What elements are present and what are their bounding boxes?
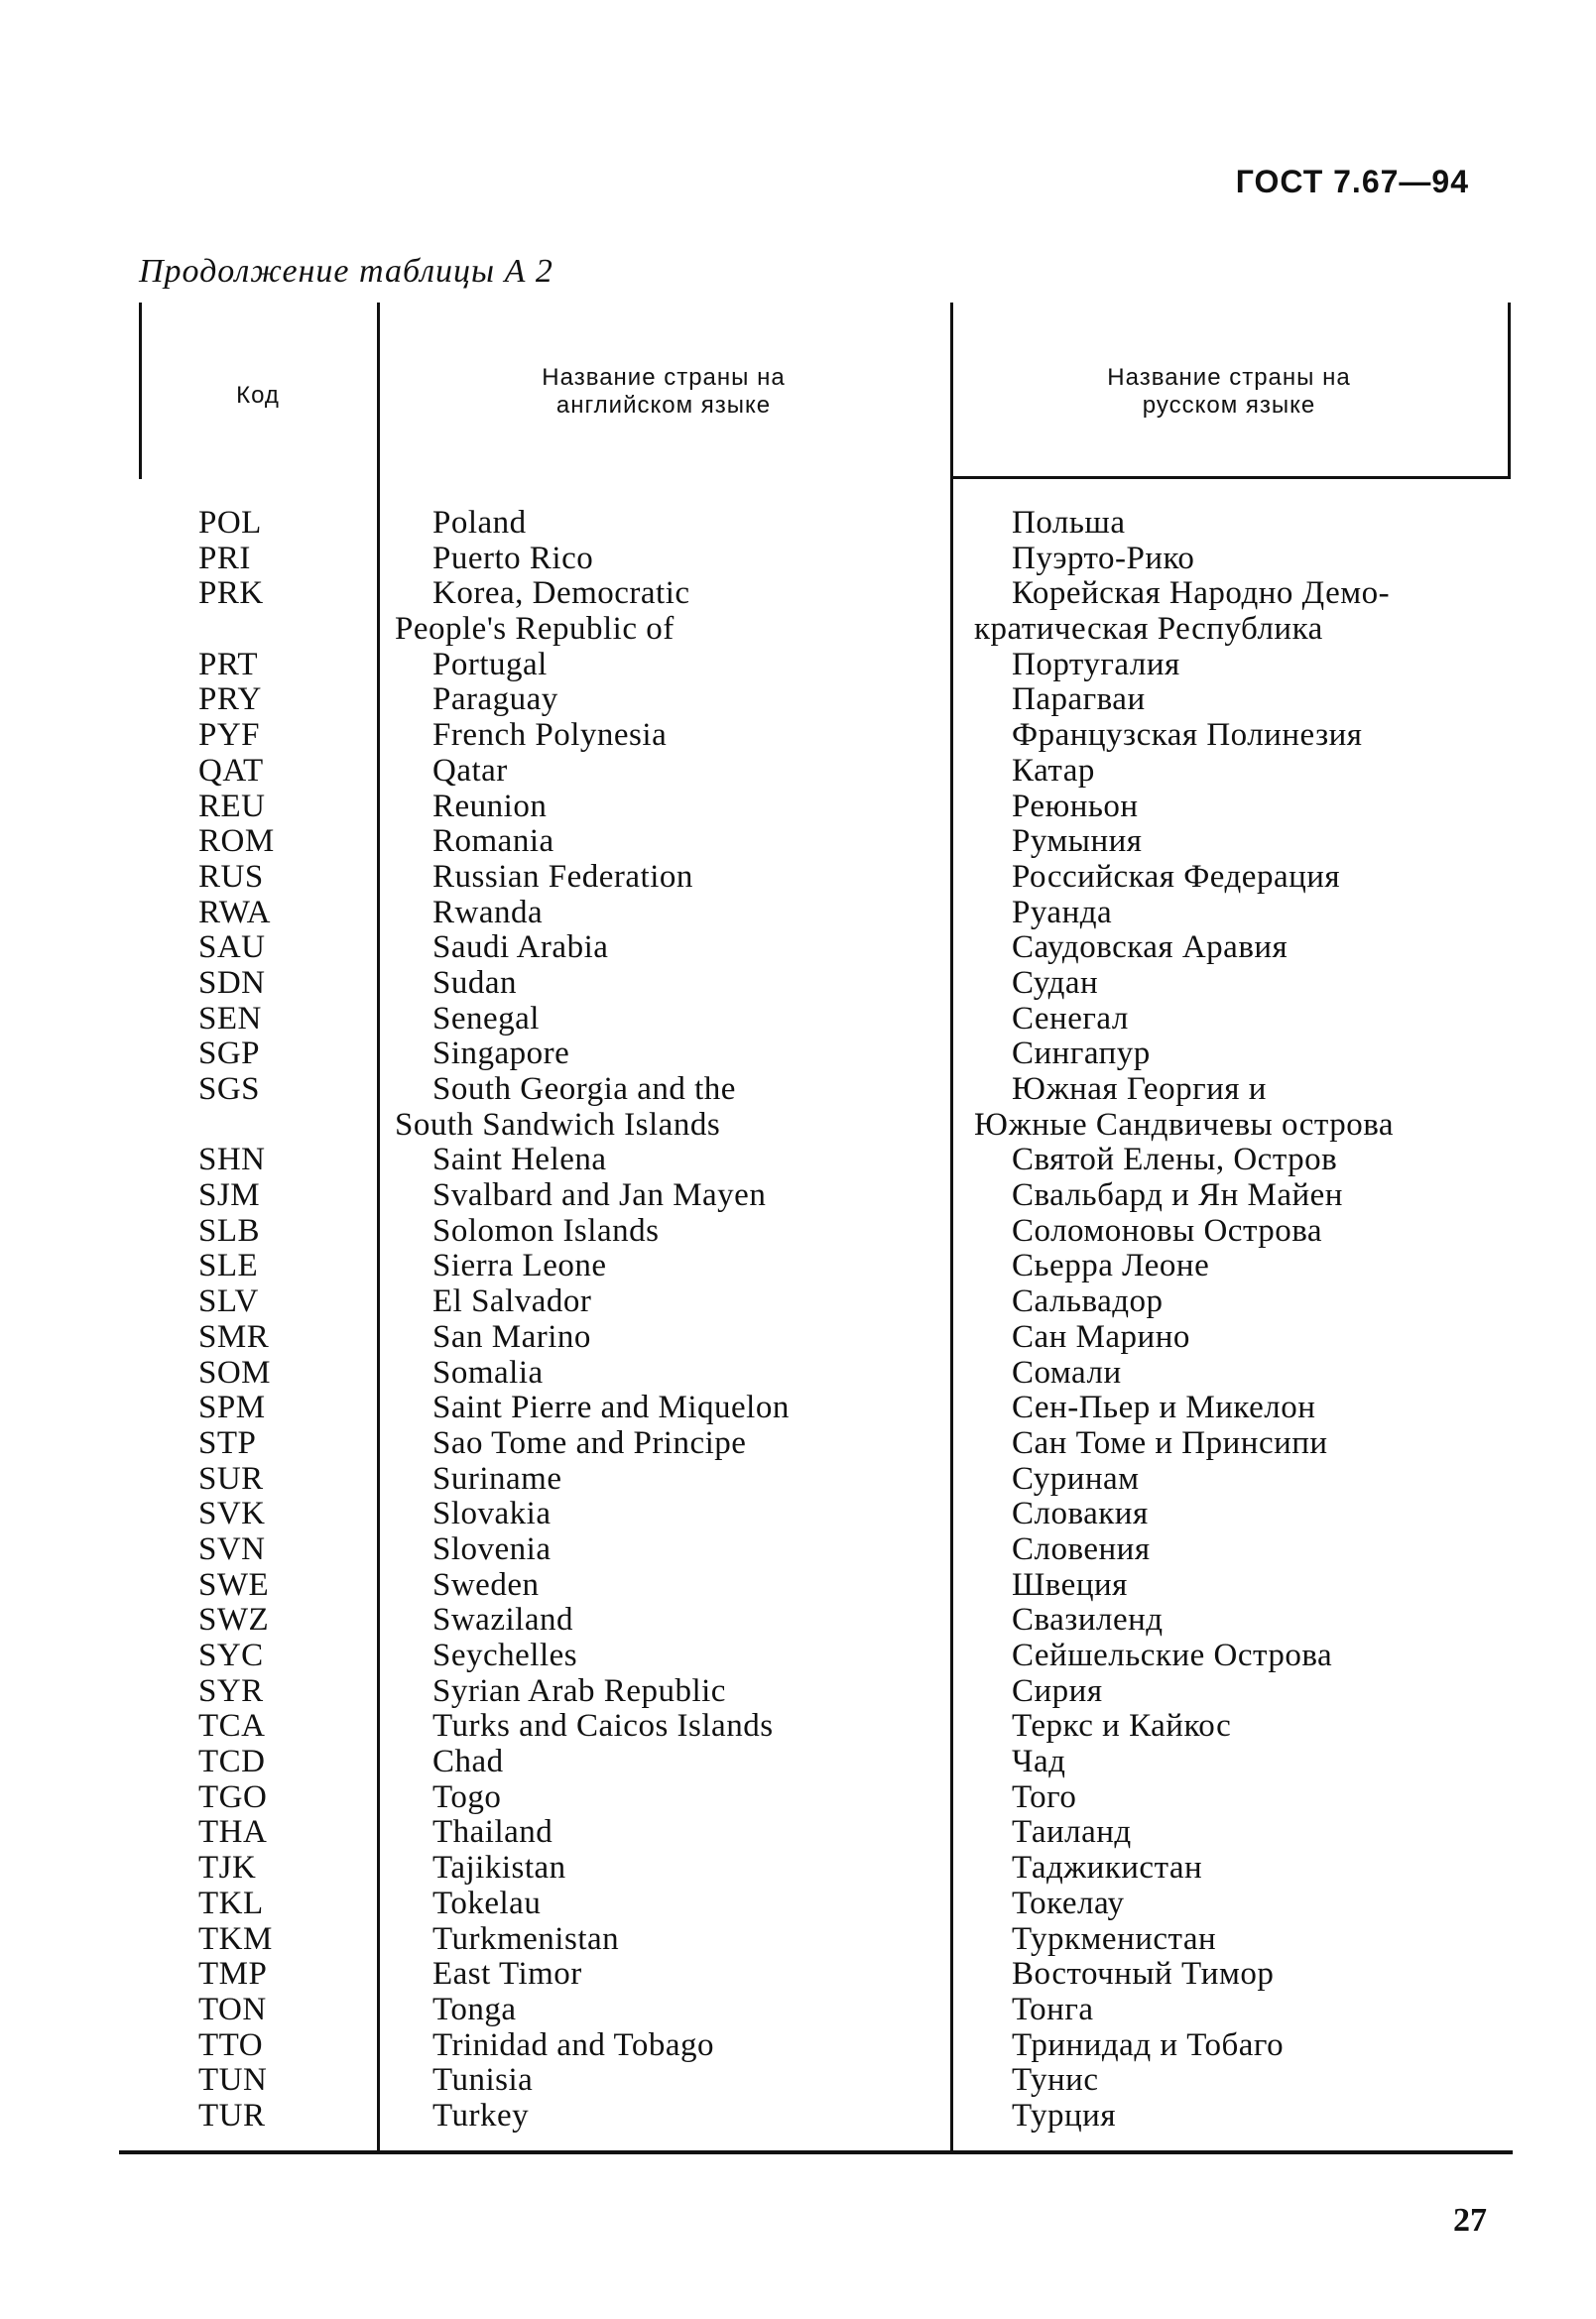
country-name-russian	[1012, 1426, 1528, 1462]
country-code: POL	[198, 505, 262, 541]
country-code: TUR	[198, 2097, 266, 2134]
russian-name-line1: Южная Георгия и	[1012, 1071, 1267, 1108]
russian-name-line1: Корейская Народно Демо-	[1012, 575, 1391, 612]
english-name-line1: Sudan	[432, 964, 517, 1001]
country-name-english	[432, 1851, 958, 1887]
table-row	[139, 1922, 1508, 1958]
country-name-english	[432, 754, 958, 790]
table-row	[139, 1462, 1508, 1498]
table-row	[139, 1143, 1508, 1178]
country-name-english	[432, 1532, 958, 1568]
country-code: SGP	[198, 1036, 261, 1072]
russian-name-line2: кратическая Республика	[974, 611, 1323, 648]
russian-name-line1: Сомали	[1012, 1354, 1122, 1391]
table-row	[139, 1037, 1508, 1072]
country-name-russian	[1012, 896, 1528, 931]
country-code: SYC	[198, 1638, 264, 1674]
english-name-line1: Qatar	[432, 752, 508, 789]
country-code: TCD	[198, 1744, 266, 1780]
english-name-line1: Poland	[432, 505, 527, 541]
country-name-russian	[1012, 648, 1528, 683]
table-row	[139, 1497, 1508, 1532]
russian-name-line1: Португалия	[1012, 646, 1180, 682]
russian-name-line1: Реюньон	[1012, 788, 1139, 824]
country-name-english	[432, 1356, 958, 1392]
country-name-russian	[1012, 1568, 1528, 1604]
table-row	[139, 896, 1508, 931]
russian-name-line1: Токелау	[1012, 1885, 1125, 1921]
column-header-code	[139, 382, 377, 410]
country-name-russian	[1012, 2028, 1528, 2064]
english-name-line1: Russian Federation	[432, 858, 693, 895]
english-name-line1: Korea, Democratic	[432, 575, 690, 612]
country-name-russian	[1012, 1709, 1528, 1745]
english-name-line1: East Timor	[432, 1956, 582, 1993]
english-name-line1: Thailand	[432, 1814, 553, 1851]
country-code: ROM	[198, 823, 275, 860]
russian-name-line1: Саудовская Аравия	[1012, 929, 1289, 966]
country-code: PYF	[198, 717, 261, 754]
english-name-line1: Somalia	[432, 1354, 544, 1391]
table-row	[139, 542, 1508, 577]
russian-name-line1: Сейшельские Острова	[1012, 1638, 1333, 1674]
table-body	[139, 506, 1508, 2135]
russian-name-line1: Того	[1012, 1778, 1077, 1815]
country-name-russian	[1012, 1462, 1528, 1498]
country-name-russian	[974, 575, 1528, 648]
english-name-line1: Saint Pierre and Miquelon	[432, 1390, 790, 1426]
english-name-line1: El Salvador	[432, 1283, 592, 1320]
country-name-english	[432, 1639, 958, 1674]
english-name-line1: Swaziland	[432, 1602, 573, 1639]
country-name-russian	[1012, 718, 1528, 754]
country-name-english	[432, 896, 958, 931]
country-name-russian	[1012, 860, 1528, 896]
country-code: PRT	[198, 646, 259, 682]
table-row	[139, 1249, 1508, 1284]
country-name-english	[432, 648, 958, 683]
country-name-russian	[1012, 1922, 1528, 1958]
country-name-russian	[1012, 1993, 1528, 2028]
english-name-line1: Rwanda	[432, 894, 544, 930]
table-row	[139, 1284, 1508, 1320]
country-name-english	[432, 1887, 958, 1922]
country-name-russian	[1012, 1603, 1528, 1639]
country-name-russian	[1012, 1249, 1528, 1284]
russian-name-line1: Теркс и Кайкос	[1012, 1708, 1232, 1745]
english-name-line1: Sierra Leone	[432, 1248, 607, 1284]
country-code: PRI	[198, 540, 251, 576]
english-name-line1: Tunisia	[432, 2062, 534, 2099]
table-row	[139, 966, 1508, 1002]
english-name-line1: Turks and Caicos Islands	[432, 1708, 774, 1745]
country-name-english	[432, 1603, 958, 1639]
english-name-line1: Turkmenistan	[432, 1920, 620, 1957]
russian-name-line1: Свазиленд	[1012, 1602, 1164, 1639]
table-row	[139, 2099, 1508, 2135]
country-code: SPM	[198, 1390, 266, 1426]
english-name-line1: South Georgia and the	[432, 1071, 736, 1108]
country-name-russian	[1012, 1745, 1528, 1780]
country-name-russian	[1012, 1002, 1528, 1037]
country-name-russian	[1012, 1037, 1528, 1072]
country-code: SVK	[198, 1496, 266, 1532]
english-name-line1: Senegal	[432, 1000, 540, 1037]
country-name-english	[432, 1037, 958, 1072]
table-row	[139, 2063, 1508, 2099]
country-code: STP	[198, 1424, 257, 1461]
table-row	[139, 718, 1508, 754]
russian-name-line1: Свальбард и Ян Майен	[1012, 1177, 1343, 1214]
country-name-russian	[974, 1071, 1528, 1143]
table-border-right	[1508, 303, 1511, 479]
country-code: SUR	[198, 1460, 264, 1497]
document-id: ГОСТ 7.67—94	[1235, 164, 1469, 199]
english-name-line1: Seychelles	[432, 1638, 578, 1674]
russian-name-line1: Туркменистан	[1012, 1920, 1217, 1957]
english-name-line1: Syrian Arab Republic	[432, 1672, 726, 1709]
russian-name-line1: Парагваи	[1012, 681, 1146, 718]
country-name-russian	[1012, 542, 1528, 577]
column-header-english-line2: английском языке	[555, 392, 772, 419]
russian-name-line1: Таджикистан	[1012, 1850, 1203, 1887]
country-name-english	[432, 2063, 958, 2099]
table-row	[139, 576, 1508, 647]
table-row	[139, 1178, 1508, 1214]
russian-name-line1: Судан	[1012, 964, 1099, 1001]
russian-name-line1: Суринам	[1012, 1460, 1140, 1497]
table-row	[139, 1002, 1508, 1037]
english-name-line1: Tokelau	[432, 1885, 542, 1921]
english-name-line1: French Polynesia	[432, 717, 668, 754]
english-name-line1: Singapore	[432, 1036, 570, 1072]
country-name-english	[432, 1674, 958, 1710]
country-name-russian	[1012, 1639, 1528, 1674]
english-name-line1: Sweden	[432, 1566, 540, 1603]
table-row	[139, 648, 1508, 683]
country-name-english	[395, 575, 958, 648]
country-code: TGO	[198, 1778, 268, 1815]
country-name-english	[432, 1284, 958, 1320]
english-name-line1: Togo	[432, 1778, 502, 1815]
country-code: SOM	[198, 1354, 272, 1391]
column-header-english-line1: Название страны на	[542, 364, 786, 391]
country-name-english	[432, 1320, 958, 1356]
country-code: QAT	[198, 752, 264, 789]
country-code: SEN	[198, 1000, 262, 1037]
russian-name-line1: Турция	[1012, 2097, 1117, 2134]
country-code: RWA	[198, 894, 272, 930]
country-code: TKM	[198, 1920, 273, 1957]
table-row	[139, 1887, 1508, 1922]
russian-name-line1: Таиланд	[1012, 1814, 1132, 1851]
table-row	[139, 1780, 1508, 1816]
page-number: 27	[1453, 2202, 1487, 2239]
russian-name-line1: Сан Томе и Принсипи	[1012, 1424, 1328, 1461]
country-name-english	[432, 1497, 958, 1532]
table-row	[139, 1815, 1508, 1851]
country-code: TTO	[198, 2026, 264, 2063]
russian-name-line1: Словения	[1012, 1530, 1151, 1567]
russian-name-line1: Французская Полинезия	[1012, 717, 1363, 754]
russian-name-line1: Соломоновы Острова	[1012, 1212, 1323, 1249]
russian-name-line1: Швеция	[1012, 1566, 1128, 1603]
country-name-russian	[1012, 1532, 1528, 1568]
table-bottom-rule	[119, 2150, 1513, 2154]
country-name-russian	[1012, 1320, 1528, 1356]
russian-name-line1: Российская Федерация	[1012, 858, 1341, 895]
english-name-line1: Portugal	[432, 646, 548, 682]
country-code: SJM	[198, 1177, 261, 1214]
english-name-line1: Slovakia	[432, 1496, 552, 1532]
country-name-english	[432, 2099, 958, 2135]
column-header-english	[377, 364, 950, 420]
country-code: REU	[198, 788, 266, 824]
column-header-russian-line2: русском языке	[1142, 392, 1316, 419]
russian-name-line1: Сьерра Леоне	[1012, 1248, 1210, 1284]
russian-name-line1: Румыния	[1012, 823, 1143, 860]
russian-name-line1: Тонга	[1012, 1991, 1094, 2027]
country-code: TJK	[198, 1850, 257, 1887]
country-name-english	[432, 1214, 958, 1250]
country-name-english	[432, 1922, 958, 1958]
country-name-english	[432, 1426, 958, 1462]
country-name-russian	[1012, 1957, 1528, 1993]
country-code: PRK	[198, 575, 264, 612]
russian-name-line1: Тунис	[1012, 2062, 1099, 2099]
country-name-russian	[1012, 506, 1528, 542]
russian-name-line1: Сенегал	[1012, 1000, 1129, 1037]
english-name-line1: Chad	[432, 1744, 504, 1780]
table-row	[139, 1426, 1508, 1462]
country-name-russian	[1012, 1214, 1528, 1250]
russian-name-line1: Сирия	[1012, 1672, 1103, 1709]
country-name-russian	[1012, 1497, 1528, 1532]
country-code: PRY	[198, 681, 262, 718]
table-row	[139, 1214, 1508, 1250]
country-name-russian	[1012, 1674, 1528, 1710]
country-name-english	[432, 1391, 958, 1426]
country-name-english	[432, 1993, 958, 2028]
country-code: SWZ	[198, 1602, 270, 1639]
country-name-russian	[1012, 966, 1528, 1002]
russian-name-line1: Сингапур	[1012, 1036, 1151, 1072]
country-name-english	[432, 682, 958, 718]
table-row	[139, 506, 1508, 542]
country-name-russian	[1012, 1391, 1528, 1426]
country-name-english	[432, 930, 958, 966]
country-name-english	[395, 1071, 958, 1143]
english-name-line1: Saudi Arabia	[432, 929, 609, 966]
country-name-russian	[1012, 790, 1528, 825]
country-name-russian	[1012, 1143, 1528, 1178]
english-name-line1: San Marino	[432, 1318, 591, 1355]
country-code: SLV	[198, 1283, 259, 1320]
country-name-russian	[1012, 930, 1528, 966]
country-name-english	[432, 1745, 958, 1780]
english-name-line1: Reunion	[432, 788, 548, 824]
russian-name-line1: Катар	[1012, 752, 1095, 789]
country-name-english	[432, 1002, 958, 1037]
russian-name-line1: Чад	[1012, 1744, 1066, 1780]
country-code: SLB	[198, 1212, 261, 1249]
table-row	[139, 1674, 1508, 1710]
russian-name-line1: Польша	[1012, 505, 1126, 541]
table-row	[139, 1603, 1508, 1639]
english-name-line1: Slovenia	[432, 1530, 552, 1567]
country-code: TKL	[198, 1885, 264, 1921]
country-name-russian	[1012, 1851, 1528, 1887]
english-name-line1: Paraguay	[432, 681, 558, 718]
table-row	[139, 1709, 1508, 1745]
table-row	[139, 1391, 1508, 1426]
table-row	[139, 790, 1508, 825]
country-code: TON	[198, 1991, 267, 2027]
country-name-english	[432, 1178, 958, 1214]
english-name-line2: People's Republic of	[395, 611, 675, 648]
country-name-english	[432, 966, 958, 1002]
country-name-russian	[1012, 1780, 1528, 1816]
country-name-english	[432, 1143, 958, 1178]
russian-name-line1: Словакия	[1012, 1496, 1149, 1532]
country-name-russian	[1012, 682, 1528, 718]
country-code: SWE	[198, 1566, 270, 1603]
country-name-english	[432, 824, 958, 860]
english-name-line1: Suriname	[432, 1460, 562, 1497]
english-name-line2: South Sandwich Islands	[395, 1106, 721, 1143]
table-row	[139, 1993, 1508, 2028]
english-name-line1: Tonga	[432, 1991, 517, 2027]
russian-name-line1: Святой Елены, Остров	[1012, 1142, 1338, 1178]
country-code: TMP	[198, 1956, 268, 1993]
country-name-russian	[1012, 1356, 1528, 1392]
russian-name-line1: Восточный Тимор	[1012, 1956, 1275, 1993]
country-code: TCA	[198, 1708, 266, 1745]
russian-name-line1: Сен-Пьер и Микелон	[1012, 1390, 1316, 1426]
english-name-line1: Romania	[432, 823, 554, 860]
column-header-russian	[950, 364, 1508, 420]
table-row	[139, 860, 1508, 896]
country-name-russian	[1012, 1887, 1528, 1922]
table-row	[139, 1356, 1508, 1392]
table-row	[139, 930, 1508, 966]
country-name-english	[432, 542, 958, 577]
russian-name-line1: Сальвадор	[1012, 1283, 1164, 1320]
country-name-english	[432, 1815, 958, 1851]
country-name-english	[432, 1709, 958, 1745]
country-code: RUS	[198, 858, 264, 895]
english-name-line1: Saint Helena	[432, 1142, 607, 1178]
table-row	[139, 682, 1508, 718]
country-name-english	[432, 1957, 958, 1993]
country-name-russian	[1012, 1284, 1528, 1320]
country-code: SHN	[198, 1142, 266, 1178]
country-name-russian	[1012, 754, 1528, 790]
country-code: SDN	[198, 964, 266, 1001]
country-name-russian	[1012, 2063, 1528, 2099]
table-row	[139, 1532, 1508, 1568]
country-name-russian	[1012, 2099, 1528, 2135]
russian-name-line1: Пуэрто-Рико	[1012, 540, 1195, 576]
english-name-line1: Svalbard and Jan Mayen	[432, 1177, 767, 1214]
column-header-code-label: Код	[236, 382, 280, 409]
country-code: SAU	[198, 929, 266, 966]
country-name-english	[432, 1568, 958, 1604]
country-name-english	[432, 2028, 958, 2064]
russian-name-line1: Руанда	[1012, 894, 1113, 930]
russian-name-line1: Тринидад и Тобаго	[1012, 2026, 1285, 2063]
english-name-line1: Tajikistan	[432, 1850, 566, 1887]
table-row	[139, 1639, 1508, 1674]
country-name-english	[432, 860, 958, 896]
country-name-russian	[1012, 824, 1528, 860]
country-code: TUN	[198, 2062, 268, 2099]
table-row	[139, 2028, 1508, 2064]
table-caption: Продолжение таблицы А 2	[139, 253, 553, 290]
country-code: SYR	[198, 1672, 264, 1709]
russian-name-line1: Сан Марино	[1012, 1318, 1190, 1355]
english-name-line1: Turkey	[432, 2097, 530, 2134]
country-name-english	[432, 1249, 958, 1284]
table-row	[139, 1568, 1508, 1604]
country-name-russian	[1012, 1815, 1528, 1851]
table-row	[139, 1320, 1508, 1356]
russian-name-line2: Южные Сандвичевы острова	[974, 1106, 1395, 1143]
country-code: SVN	[198, 1530, 266, 1567]
table-row	[139, 1072, 1508, 1143]
table-row	[139, 1745, 1508, 1780]
column-header-russian-line1: Название страны на	[1107, 364, 1351, 391]
english-name-line1: Solomon Islands	[432, 1212, 660, 1249]
english-name-line1: Sao Tome and Principe	[432, 1424, 747, 1461]
header-rule	[950, 476, 1511, 479]
country-name-english	[432, 1780, 958, 1816]
country-name-english	[432, 1462, 958, 1498]
table-row	[139, 1851, 1508, 1887]
english-name-line1: Trinidad and Tobago	[432, 2026, 715, 2063]
english-name-line1: Puerto Rico	[432, 540, 594, 576]
country-name-russian	[1012, 1178, 1528, 1214]
table-row	[139, 1957, 1508, 1993]
country-code: SLE	[198, 1248, 259, 1284]
country-name-english	[432, 790, 958, 825]
table-row	[139, 754, 1508, 790]
country-code: SGS	[198, 1071, 261, 1108]
country-code: SMR	[198, 1318, 270, 1355]
country-code: THA	[198, 1814, 268, 1851]
country-name-english	[432, 506, 958, 542]
country-name-english	[432, 718, 958, 754]
table-row	[139, 824, 1508, 860]
